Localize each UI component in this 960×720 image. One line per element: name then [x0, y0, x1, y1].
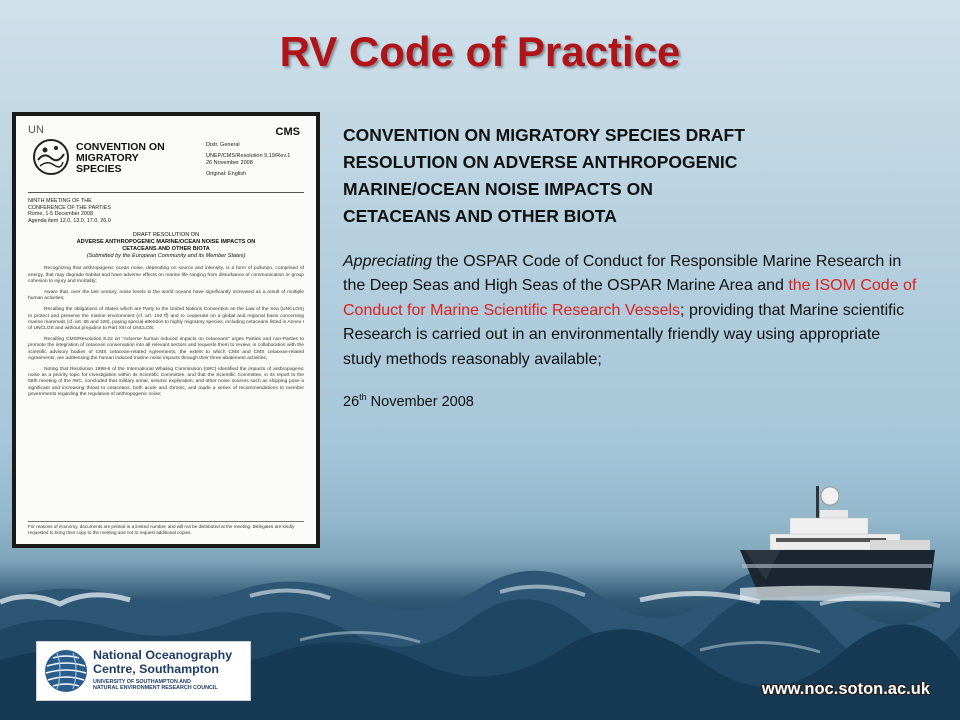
slide-body — [343, 122, 918, 410]
cms-tag: CMS — [275, 126, 300, 138]
resolution-date: 26th November 2008 — [343, 392, 474, 411]
draft-resolution-title: DRAFT RESOLUTION ON ADVERSE ANTHROPOGENIC MARINE/OCEAN NOISE IMPACTS ON CETACEANS AND OTHER BIOTA (Submitted by the European Community and its Member States) — [76, 232, 256, 260]
logo-line-1: National Oceanography — [93, 648, 233, 662]
appreciating-word: Appreciating — [343, 253, 432, 270]
slide-title: RV Code of Practice — [279, 28, 681, 75]
logo-line-3: UNIVERSITY OF SOUTHAMPTON AND NATURAL ENVIRONMENT RESEARCH COUNCIL — [93, 679, 218, 692]
noc-logo — [36, 641, 251, 701]
document-thumbnail — [12, 112, 320, 548]
cms-name: CONVENTION ON MIGRATORY SPECIES — [76, 141, 165, 175]
divider — [28, 192, 304, 193]
paragraph-text-1: the OSPAR Code of Conduct for Responsible Marine Research in the Deep Seas and High Seas of the OSPAR Marine Area and — [343, 253, 902, 295]
cms-emblem-icon — [32, 138, 70, 176]
document-paragraph: Noting that Resolution 1998-6 of the International Whaling Commission (IWC) identified the impacts of anthropogenic noise as a priority topic for investigation within its Scientific Committee, and that the Scientific Committee, in its report to the 56th meeting of the IWC, concluded that military sonar, seismic exploration, and other noise sources such as shipping pose a significant and increasing threat to cetaceans, both acute and chronic, and made a series of recommendations to member governments regarding the regulation of anthropogenic noise; — [28, 367, 304, 397]
paragraph-text-2: ; providing that Marine scientific Research is carried out in an environmentally friendly way using appropriate study methods reasonably available; — [343, 301, 905, 368]
logo-line-2: Centre, Southampton — [93, 662, 219, 676]
document-header — [28, 124, 304, 190]
document-paragraph: Recalling CMS/Resolution 8.22 on "Adverse human induced impacts on cetaceans" urges Parties and non-Parties to promote the integration of cetacean conservation into all relevant sectors and requests them to review, in collaboration with the scientific advisory bodies of CMS cetacean-related Agreements, the extent to which CMS and CMS cetacean-related Agreements, are addressing the human induced marine noise impacts through their three abatement activities; — [28, 337, 304, 361]
document-paragraph: Recognizing that anthropogenic ocean noise, depending on source and intensity, is a form of pollution, comprised of energy, that may degrade habitat and have adverse effects on marine life ranging from disturbance of communication or group cohesion to injury and mortality; — [28, 266, 304, 284]
document-paragraph: Aware that, over the last century, noise levels in the world oceans have significantly increased as a result of multiple human activities; — [28, 289, 304, 302]
appreciating-paragraph — [343, 250, 918, 372]
website-url[interactable]: www.noc.soton.ac.uk — [761, 680, 930, 698]
isom-code-highlight: the ISOM Code of Conduct for Marine Scientific Research Vessels — [343, 277, 917, 319]
resolution-heading: CONVENTION ON MIGRATORY SPECIES DRAFT RESOLUTION ON ADVERSE ANTHROPOGENIC MARINE/OCEAN NOISE IMPACTS ON CETACEANS AND OTHER BIOTA — [343, 125, 745, 226]
document-distribution: Distr. General UNEP/CMS/Resolution 9.19/Rev.1 26 November 2008 Original: English — [206, 142, 291, 177]
document-footnote: For reasons of economy, documents are printed in a limited number, and will not be distributed at the meeting. Delegates are kindly requested to bring their copy to the meeting and not to request additional copies. — [28, 521, 304, 536]
globe-logo-icon — [43, 648, 89, 694]
research-vessel-image — [720, 470, 960, 620]
meeting-info: NINTH MEETING OF THE CONFERENCE OF THE PARTIES Rome, 1-5 December 2008 Agenda item 12.0, 13.0, 17.0, 26.0 — [28, 198, 111, 224]
document-paragraph: Recalling the obligations of States which are Party to the United Nations Convention on the Law of the Sea (UNCLOS) to protect and preserve the marine environment (cf. art. 192 ff) and to cooperate on a global and regional basis concerning marine mammals (cf. art. 65 and 120), paying special attention to highly migratory species, including cetaceans listed in Annex I of UNCLOS and without prejudice to Part XIII of UNCLOS; — [28, 307, 304, 331]
document-page — [16, 116, 316, 544]
un-logo-icon: UN — [28, 124, 44, 136]
